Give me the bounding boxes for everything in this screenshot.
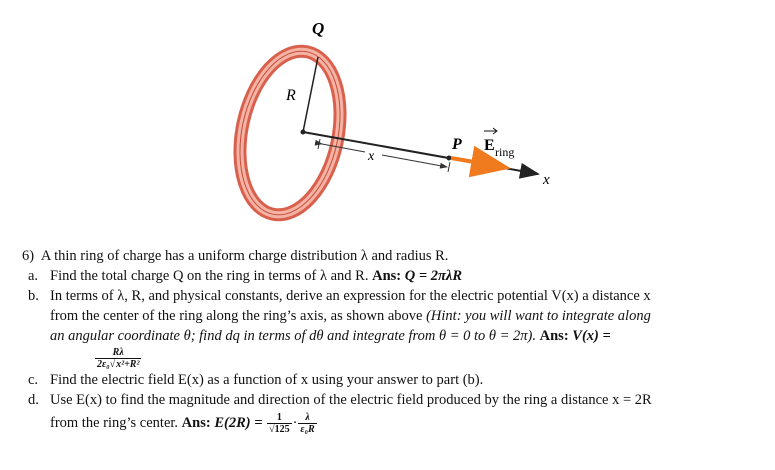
part-c-label: c.: [28, 372, 39, 389]
ring-figure: [0, 0, 775, 230]
charged-ring: [226, 42, 354, 224]
part-d-fraction-1: [267, 412, 292, 435]
part-b-ans-lhs: V(x) =: [572, 328, 611, 344]
label-x-axis: x: [543, 172, 550, 188]
part-a-answer: Q = 2πλR: [404, 268, 462, 284]
part-b-label: b.: [28, 288, 39, 304]
problem-6: [22, 246, 762, 436]
problem-number: 6): [22, 248, 35, 264]
label-r: R: [286, 87, 296, 104]
part-c: [22, 370, 762, 390]
radius-line: [303, 57, 318, 132]
part-a-label: a.: [28, 268, 39, 284]
part-d-frac1-den: √125: [269, 424, 290, 436]
e-field-arrow: [451, 158, 503, 167]
label-e-ring: [484, 128, 514, 159]
part-b-ans-den-pre: 2ε₀: [97, 359, 110, 371]
part-d-line1: Use E(x) to find the magnitude and direction of the electric field produced by the ring a distance x = 2R: [50, 392, 652, 409]
part-d-ans-label: Ans:: [181, 415, 211, 432]
part-b-line2-row: [22, 306, 762, 326]
part-b-ans-den-root: x²+R²: [116, 359, 140, 371]
part-b-answer-fraction: [95, 347, 141, 370]
part-b-line1: In terms of λ, R, and physical constants, derive an expression for the electric potential V(x) a distance x: [50, 288, 651, 304]
part-d-frac2-den: ε₀R: [300, 424, 315, 436]
part-a: [22, 266, 762, 286]
label-x-distance: x: [368, 149, 375, 164]
part-b-ans-denominator: [95, 359, 141, 370]
part-d-label: d.: [28, 392, 39, 409]
part-a-ans-label: Ans:: [372, 268, 402, 284]
distance-tick-left: [318, 139, 320, 149]
part-d-dot: ·: [292, 415, 298, 432]
part-d-fraction-2: [298, 412, 316, 435]
part-d-frac1-num: 1: [267, 412, 292, 424]
part-b-answer-fraction-row: [22, 346, 762, 370]
label-p: P: [452, 136, 462, 153]
part-b-line2: from the center of the ring along the ring’s axis, as shown above: [50, 308, 423, 324]
part-d: [22, 390, 762, 410]
part-d-line2-row: [22, 410, 762, 436]
part-a-text: Find the total charge Q on the ring in terms of λ and R.: [50, 268, 369, 284]
sqrt-sign-icon: √: [109, 359, 116, 371]
part-b-line3-row: [22, 326, 762, 346]
part-b-hint-start: (Hint: you will want to integrate along: [426, 308, 651, 324]
problem-intro-row: [22, 246, 762, 266]
label-e: E: [484, 137, 495, 154]
part-b-ans-numerator: Rλ: [95, 347, 141, 359]
part-c-text: Find the electric field E(x) as a function of x using your answer to part (b).: [50, 372, 484, 389]
problem-intro: A thin ring of charge has a uniform charge distribution λ and radius R.: [40, 248, 449, 264]
part-b-hint-end: an angular coordinate θ; find dq in terms of dθ and integrate from θ = 0 to θ = 2π).: [50, 328, 537, 344]
label-e-subscript: ring: [495, 145, 515, 159]
part-d-ans-lhs: E(2R) =: [214, 415, 263, 432]
part-b-ans-label: Ans:: [539, 328, 569, 344]
part-d-frac2-num: λ: [298, 412, 316, 424]
part-b: [22, 286, 762, 306]
label-q: Q: [312, 19, 325, 38]
distance-tick-right: [448, 162, 450, 172]
part-d-line2: from the ring’s center.: [50, 415, 179, 432]
